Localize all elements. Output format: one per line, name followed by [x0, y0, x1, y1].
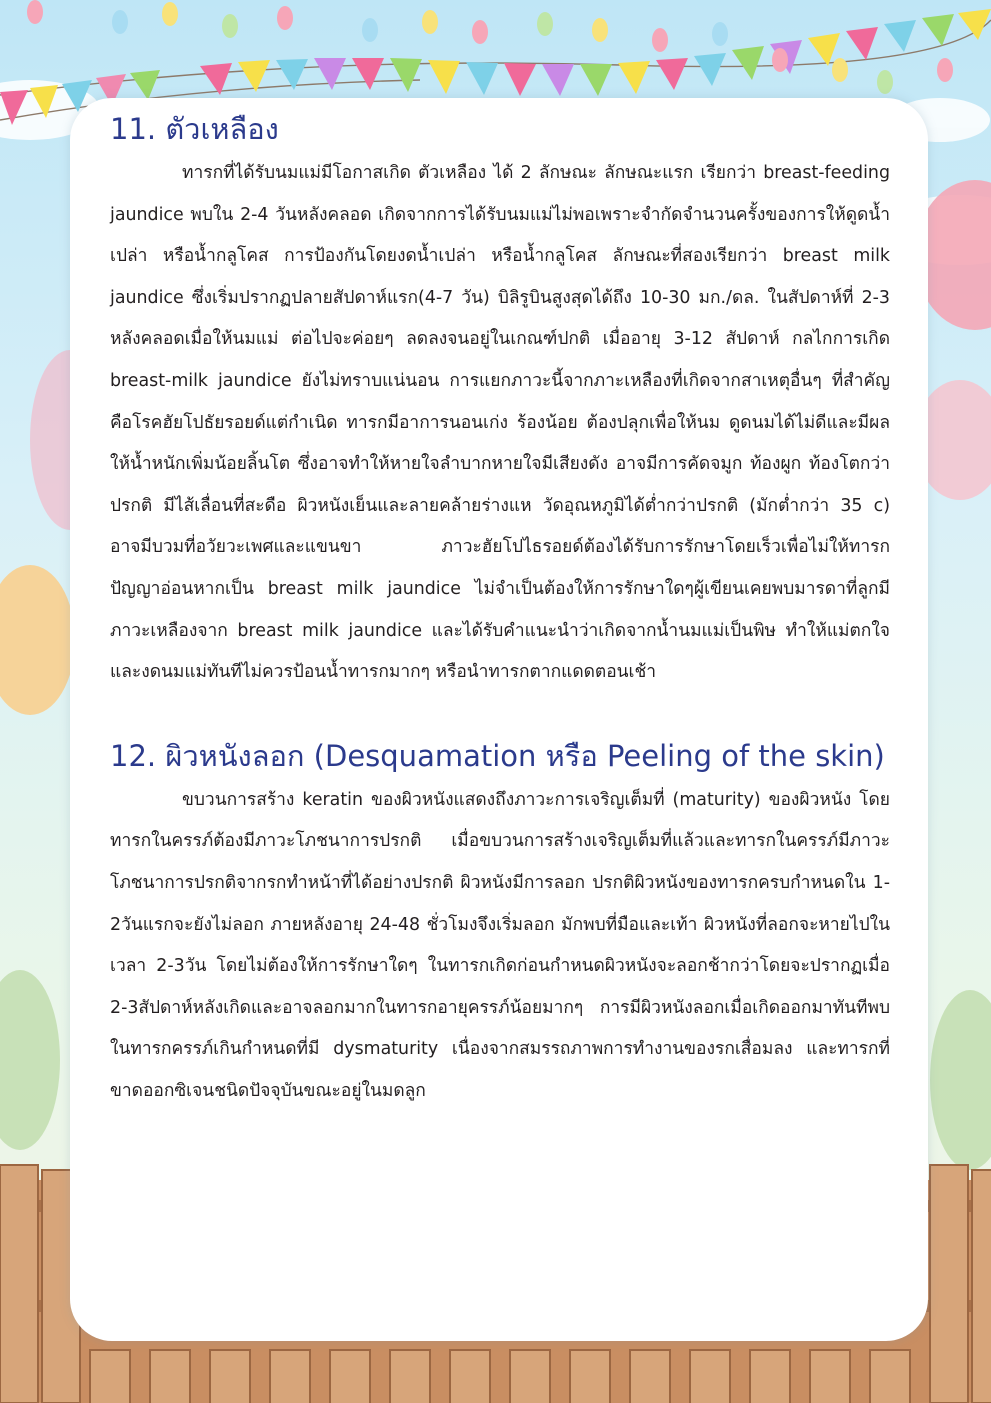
- section-desquamation: [110, 732, 890, 1113]
- article-content: [110, 105, 890, 1112]
- section-title: 12. ผิวหนังลอก (Desquamation หรือ Peeling of the skin): [110, 738, 885, 773]
- section-spacer: [110, 694, 890, 732]
- section-body: ทารกที่ได้รับนมแม่มีโอกาสเกิด ตัวเหลือง ได้ 2 ลักษณะ ลักษณะแรก เรียกว่า breast-feeding jaundice พบใน 2-4 วันหลังคลอด เกิดจากการได้รับนมแม่ไม่พอเพราะจำกัดจำนวนครั้งของการให้ดูดน้ำเปล่า หรือน้ำกลูโคส การป้องกันโดยงดน้ำเปล่า หรือน้ำกลูโคส ลักษณะที่สองเรียกว่า breast milk jaundice ซึ่งเริ่มปรากฏปลายสัปดาห์แรก(4-7 วัน) บิลิรูบินสูงสุดได้ถึง 10-30 มก./ดล. ในสัปดาห์ที่ 2-3 หลังคลอดเมื่อให้นมแม่ ต่อไปจะค่อยๆ ลดลงจนอยู่ในเกณฑ์ปกติ เมื่ออายุ 3-12 สัปดาห์ กลไกการเกิด breast-milk jaundice ยังไม่ทราบแน่นอน การแยกภาวะนี้จากภาะเหลืองที่เกิดจากสาเหตุอื่นๆ ที่สำคัญคือโรคฮัยโปธัยรอยด์แต่กำเนิด ทารกมีอาการนอนเก่ง ร้องน้อย ต้องปลุกเพื่อให้นม ดูดนมได้ไม่ดีและมีผลให้น้ำหนักเพิ่มน้อยลิ้นโต ซึ่งอาจทำให้หายใจลำบากหายใจมีเสียงดัง อาจมีการคัดจมูก ท้องผูก ท้องโตกว่าปรกติ มีไส้เลื่อนที่สะดือ ผิวหนังเย็นและลายคล้ายร่างแห วัดอุณหภูมิได้ต่ำกว่าปรกติ (มักต่ำกว่า 35 c) อาจมีบวมที่อวัยวะเพศและแขนขา ภาวะฮัยโปไธรอยด์ต้องได้รับการรักษาโดยเร็วเพื่อไม่ให้ทารกปัญญาอ่อนหากเป็น breast milk jaundice ไม่จำเป็นต้องให้การรักษาใดๆผู้เขียนเคยพบมารดาที่ลูกมีภาวะเหลืองจาก breast milk jaundice และได้รับคำแนะนำว่าเกิดจากน้ำนมแม่เป็นพิษ ทำให้แม่ตกใจ และงดนมแม่ทันทีไม่ควรป้อนน้ำทารกมากๆ หรือนำทารกตากแดดตอนเช้า: [110, 163, 890, 683]
- section-jaundice: [110, 105, 890, 694]
- section-title: 11. ตัวเหลือง: [110, 112, 279, 146]
- section-body: ขบวนการสร้าง keratin ของผิวหนังแสดงถึงภาวะการเจริญเต็มที่ (maturity) ของผิวหนัง โดยทารกในครรภ์ต้องมีภาวะโภชนาการปรกติ เมื่อขบวนการสร้างเจริญเต็มที่แล้วและทารกในครรภ์มีภาวะโภชนาการปรกติจากรกทำหน้าที่ได้อย่างปรกติ ผิวหนังมีการลอก ปรกติผิวหนังของทารกครบกำหนดใน 1-2วันแรกจะยังไม่ลอก ภายหลังอายุ 24-48 ชั่วโมงจึงเริ่มลอก มักพบที่มือและเท้า ผิวหนังที่ลอกจะหายไปในเวลา 2-3วัน โดยไม่ต้องให้การรักษาใดๆ ในทารกเกิดก่อนกำหนดผิวหนังจะลอกช้ากว่าโดยจะปรากฏเมื่อ 2-3สัปดาห์หลังเกิดและอาจลอกมากในทารกอายุครรภ์น้อยมากๆ การมีผิวหนังลอกเมื่อเกิดออกมาทันทีพบในทารกครรภ์เกินกำหนดที่มี dysmaturity เนื่องจากสมรรถภาพการทำงานของรกเสื่อมลง และทารกที่ขาดออกซิเจนชนิดปัจจุบันขณะอยู่ในมดลูก: [110, 789, 890, 1101]
